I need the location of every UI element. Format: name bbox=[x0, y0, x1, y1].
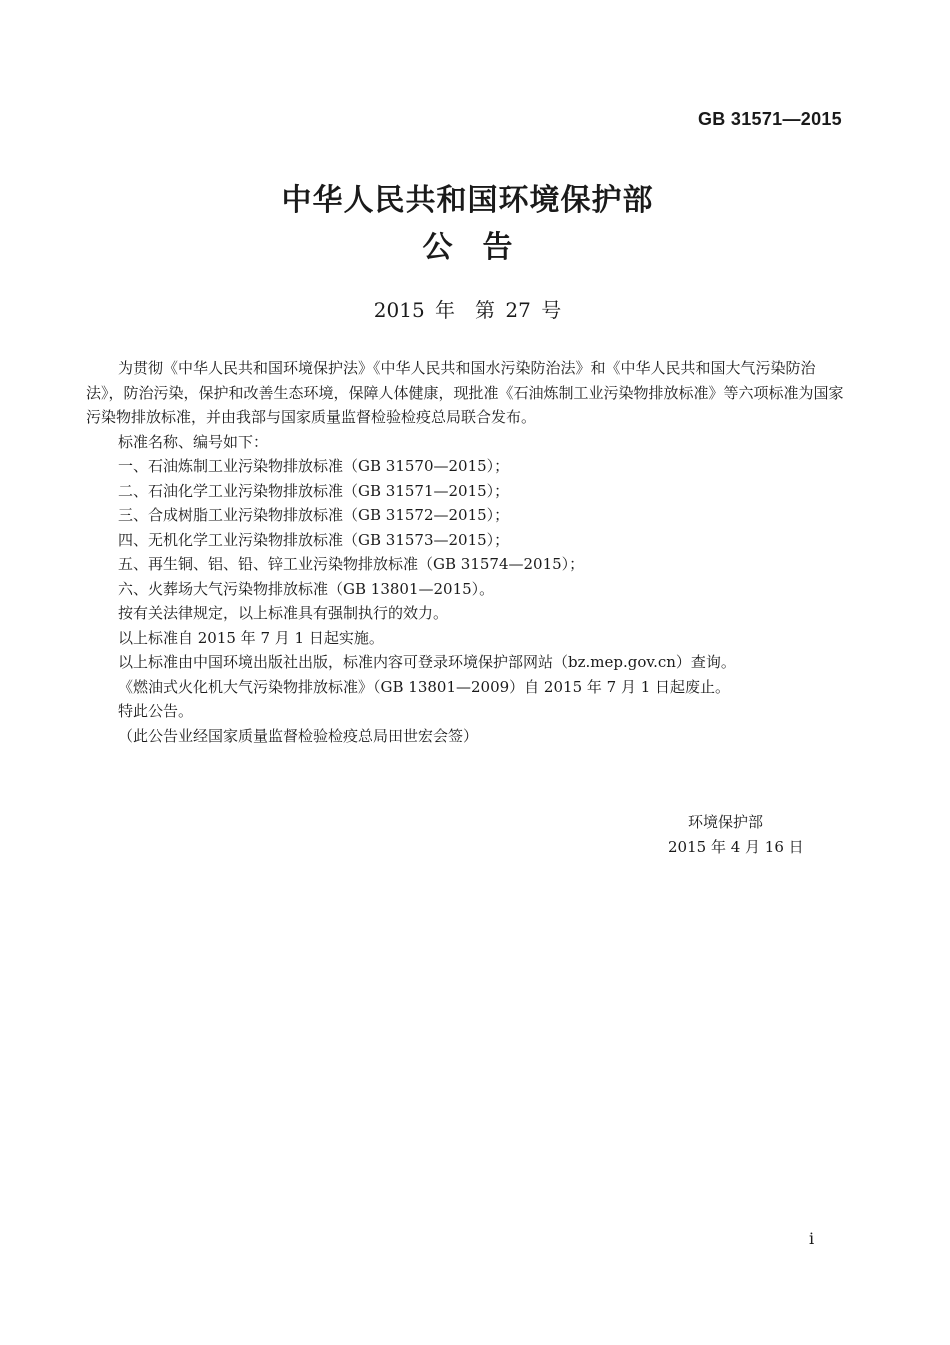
standard-item: 一、石油炼制工业污染物排放标准（GB 31570—2015）； bbox=[118, 457, 510, 475]
standard-item: 四、无机化学工业污染物排放标准（GB 31573—2015）； bbox=[118, 530, 510, 549]
effective-date-paragraph: 以上标准自 2015 年 7 月 1 日起实施。 bbox=[118, 628, 384, 647]
standard-item: 六、火葬场大气污染物排放标准（GB 13801—2015）。 bbox=[118, 579, 495, 598]
standard-number: GB 31571—2015 bbox=[698, 109, 842, 129]
intro-paragraph: 为贯彻《中华人民共和国环境保护法》《中华人民共和国水污染防治法》和《中华人民共和国大气污染防治法》，防治污染，保护和改善生态环境，保障人体健康，现批准《石油炼制工业污染物排放标准》等六项标准为国家污染物排放标准，并由我部与国家质量监督检验检疫总局联合发布。 bbox=[86, 359, 844, 426]
repeal-paragraph: 《燃油式火化机大气污染物排放标准》（GB 13801—2009）自 2015 年 7 月 1 日起废止。 bbox=[118, 677, 731, 696]
standard-item: 三、合成树脂工业污染物排放标准（GB 31572—2015）； bbox=[118, 506, 510, 524]
legal-effect-paragraph: 按有关法律规定，以上标准具有强制执行的效力。 bbox=[118, 604, 449, 622]
issuing-organization-title: 中华人民共和国环境保护部 bbox=[281, 183, 654, 218]
signature-date: 2015 年 4 月 16 日 bbox=[668, 838, 804, 856]
publication-paragraph: 以上标准由中国环境出版社出版，标准内容可登录环境保护部网站（bz.mep.gov.cn）查询。 bbox=[118, 653, 736, 671]
countersign-note: （此公告业经国家质量监督检验检疫总局田世宏会签） bbox=[118, 726, 479, 745]
issue-number: 2015 年 第 27 号 bbox=[373, 298, 562, 322]
announcement-body bbox=[86, 356, 846, 748]
standards-list-intro: 标准名称、编号如下： bbox=[118, 432, 269, 451]
signature-organization: 环境保护部 bbox=[688, 813, 764, 831]
closing-paragraph: 特此公告。 bbox=[118, 702, 194, 720]
standard-item: 二、石油化学工业污染物排放标准（GB 31571—2015）； bbox=[118, 481, 510, 500]
standards-list bbox=[86, 454, 846, 601]
page-number: i bbox=[809, 1229, 815, 1248]
standard-item: 五、再生铜、铝、铅、锌工业污染物排放标准（GB 31574—2015）； bbox=[118, 555, 585, 573]
document-type-title: 公告 bbox=[422, 230, 543, 265]
